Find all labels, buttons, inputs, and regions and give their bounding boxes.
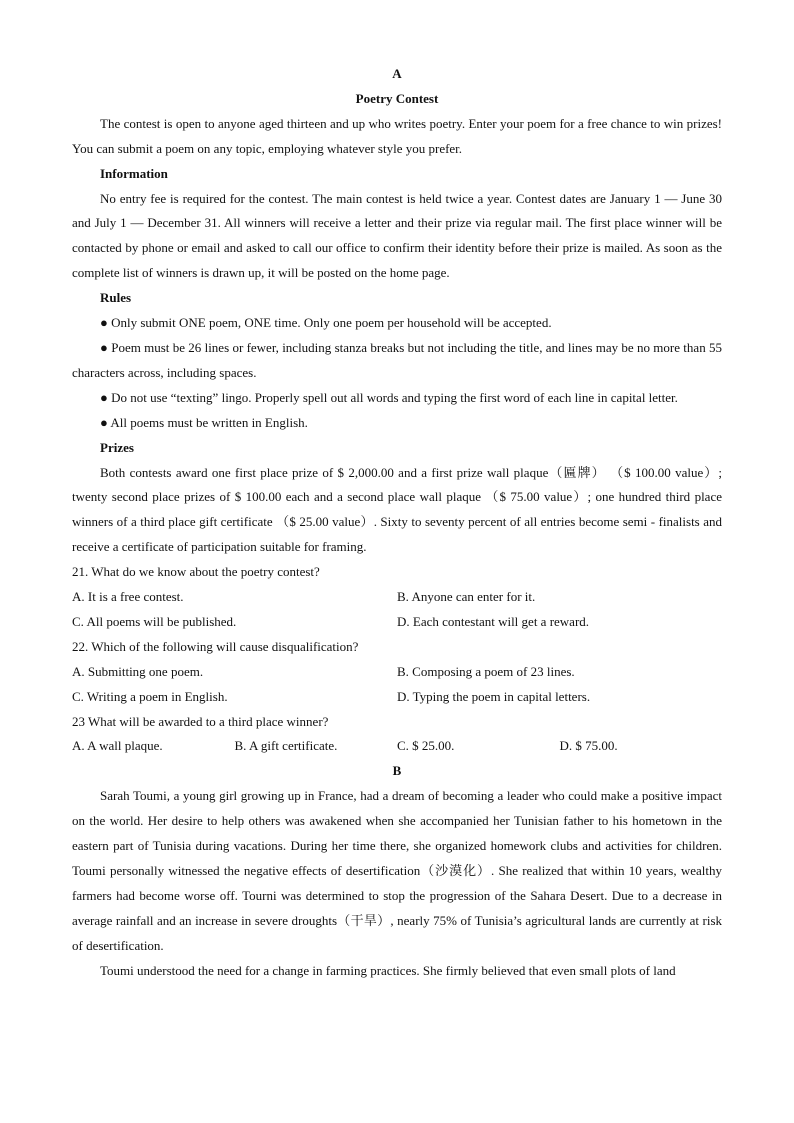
option-b: B. A gift certificate.	[234, 738, 338, 754]
option-d: D. $ 75.00.	[559, 738, 618, 754]
option-d: D. Each contestant will get a reward.	[397, 613, 590, 629]
question-stem: 21. What do we know about the poetry contest?	[72, 564, 320, 580]
options-row	[72, 660, 722, 685]
option-a: A. A wall plaque.	[72, 738, 163, 754]
option-c: C. All poems will be published.	[72, 613, 237, 629]
option-a: A. Submitting one poem.	[72, 663, 204, 679]
rule-item: ● Only submit ONE poem, ONE time. Only one poem per household will be accepted.	[100, 315, 552, 331]
intro-paragraph: The contest is open to anyone aged thirteen and up who writes poetry. Enter your poem for a free chance to win prizes! You can submit a poem on any topic, employing whatever style you prefer.	[72, 115, 722, 156]
question-21	[72, 560, 722, 635]
question-22	[72, 635, 722, 710]
option-b: B. Anyone can enter for it.	[397, 589, 536, 605]
page-content	[72, 62, 722, 984]
information-paragraph: No entry fee is required for the contest. The main contest is held twice a year. Contest dates are January 1 — June 30 and July 1 — December 31. All winners will receive a letter and their prize via regular mail. The first place winner will be contacted by phone or email and asked to call our office to confirm their identity before their prize is mailed. As soon as the complete list of winners is drawn up, it will be posted on the home page.	[72, 190, 722, 281]
option-c: C. Writing a poem in English.	[72, 688, 228, 704]
prizes-heading: Prizes	[100, 439, 134, 455]
options-row	[72, 685, 722, 710]
option-c: C. $ 25.00.	[397, 738, 455, 754]
option-b: B. Composing a poem of 23 lines.	[397, 663, 575, 679]
options-row	[72, 734, 722, 759]
information-heading: Information	[100, 165, 168, 181]
section-b-paragraph-1: Sarah Toumi, a young girl growing up in France, had a dream of becoming a leader who could make a positive impact on the world. Her desire to help others was awakened when she accompanied her Tunisian father to his hometown in the eastern part of Tunisia during vacations. During her time there, she organized homework clubs and activities for children. Toumi personally witnessed the negative effects of desertification（沙漠化）. She realized that within 10 years, wealthy farmers had become worse off. Tourni was determined to stop the progression of the Sahara Desert. Due to a decrease in average rainfall and an increase in severe droughts（干旱）, nearly 75% of Tunisia’s agricultural lands are currently at risk of desertification.	[72, 788, 722, 953]
prizes-paragraph: Both contests award one first place prize of $ 2,000.00 and a first prize wall plaque（匾牌） （$ 100.00 value）; twenty second place prizes of $ 100.00 each and a second place wall plaque （$ 75.00 value）; one hundred third place winners of a third place gift certificate （$ 25.00 value）. Sixty to seventy percent of all entries become semi - finalists and receive a certificate of participation suitable for framing.	[72, 464, 722, 555]
option-d: D. Typing the poem in capital letters.	[397, 688, 591, 704]
question-23	[72, 710, 722, 760]
option-a: A. It is a free contest.	[72, 589, 184, 605]
question-stem: 22. Which of the following will cause disqualification?	[72, 638, 359, 654]
rule-item: ● All poems must be written in English.	[100, 414, 308, 430]
section-b-letter: B	[392, 763, 402, 779]
options-row	[72, 610, 722, 635]
question-stem: 23 What will be awarded to a third place winner?	[72, 713, 329, 729]
section-a-title: Poetry Contest	[355, 90, 439, 106]
section-b-paragraph-2: Toumi understood the need for a change in farming practices. She firmly believed that even small plots of land	[100, 962, 676, 978]
rule-item: ● Do not use “texting” lingo. Properly spell out all words and typing the first word of each line in capital letter.	[100, 389, 678, 405]
options-row	[72, 585, 722, 610]
rule-item: ● Poem must be 26 lines or fewer, including stanza breaks but not including the title, and lines may be no more than 55 characters across, including spaces.	[72, 339, 722, 380]
rules-heading: Rules	[100, 290, 132, 306]
section-a-letter: A	[392, 66, 402, 81]
